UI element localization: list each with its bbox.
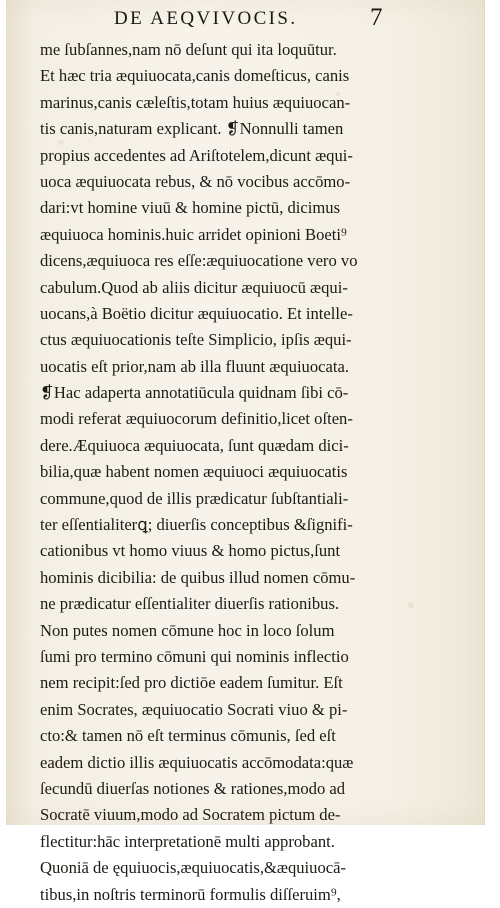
text-line: tis canis,naturam explicant. ❡Nonnulli tamen bbox=[40, 119, 344, 139]
text-line: commune,quod de illis prædicatur ſubſtantiali- bbox=[40, 488, 349, 508]
text-line: enim Socrates, æquiuocatio Socrati viuo & pi- bbox=[40, 699, 348, 719]
text-line: ſecundū diuerſas notiones & rationes,modo ad bbox=[40, 778, 346, 798]
running-head: DE AEQVIVOCIS. bbox=[114, 8, 298, 29]
text-line: Et hæc tria æquiuocata,canis domeſticus, canis bbox=[40, 66, 350, 86]
page-number: 7 bbox=[370, 4, 383, 31]
text-line: dere.Æquiuoca æquiuocata, ſunt quædam dici- bbox=[40, 435, 349, 455]
text-line: nem recipit:ſed pro dictiōe eadem ſumitur. Eſt bbox=[40, 673, 343, 693]
book-page bbox=[6, 0, 485, 904]
text-line: dari:vt homine viuū & homine pictū, dicimus bbox=[40, 198, 341, 218]
text-line: dicens,æquiuoca res eſſe:æquiuocatione vero vo bbox=[40, 251, 358, 271]
body-text bbox=[40, 37, 420, 908]
text-line: cto:& tamen nō eſt terminus cōmunis, ſed eſt bbox=[40, 726, 336, 746]
text-line: tibus,in noſtris terminorū formulis diſſeruim⁹, bbox=[40, 884, 341, 904]
text-line: Non putes nomen cōmune hoc in loco ſolum bbox=[40, 620, 335, 640]
text-line: bilia,quæ habent nomen æquiuoci æquiuocatis bbox=[40, 462, 348, 482]
text-line: ctus æquiuocationis teſte Simplicio, ipſis æqui- bbox=[40, 330, 352, 350]
text-line: ne prædicatur eſſentialiter diuerſis rationibus. bbox=[40, 594, 340, 614]
text-line: Socratē viuum,modo ad Socratem pictum de- bbox=[40, 805, 341, 825]
text-line: ter eſſentialiterꝗ; diuerſis conceptibus &ſignifi- bbox=[40, 515, 353, 535]
text-line: uoca æquiuocata rebus, & nō vocibus accōmo- bbox=[40, 171, 351, 191]
text-line: modi referat æquiuocorum definitio,licet oſten- bbox=[40, 409, 353, 429]
text-line: me ſubſannes,nam nō deſunt qui ita loquūtur. bbox=[40, 40, 337, 59]
text-line: uocatis eſt prior,nam ab illa fluunt æquiuocata. bbox=[40, 356, 350, 376]
text-line: cabulum.Quod ab aliis dicitur æquiuocū æqui- bbox=[40, 277, 348, 297]
text-line: uocans,à Boëtio dicitur æquiuocatio. Et intelle- bbox=[40, 303, 353, 323]
text-line: flectitur:hāc interpretationē multi approbant. bbox=[40, 831, 335, 851]
text-line: eadem dictio illis æquiuocatis accōmodata:quæ bbox=[40, 752, 354, 772]
text-line: hominis dicibilia: de quibus illud nomen cōmu- bbox=[40, 567, 356, 587]
text-line: æquiuoca hominis.huic arridet opinioni Boeti⁹ bbox=[40, 224, 347, 244]
text-line: propius accedentes ad Ariſtotelem,dicunt æqui- bbox=[40, 145, 353, 165]
text-line: ❡Hac adaperta annotatiūcula quidnam ſibi cō- bbox=[40, 383, 349, 403]
text-line: Quoniā de ęquiuocis,æquiuocatis,&æquiuocā- bbox=[40, 858, 347, 878]
text-line: cationibus vt homo viuus & homo pictus,ſunt bbox=[40, 541, 341, 561]
text-line: ſumi pro termino cōmuni qui nominis inflectio bbox=[40, 646, 349, 666]
text-line: marinus,canis cæleſtis,totam huius æquiuocan- bbox=[40, 92, 351, 112]
